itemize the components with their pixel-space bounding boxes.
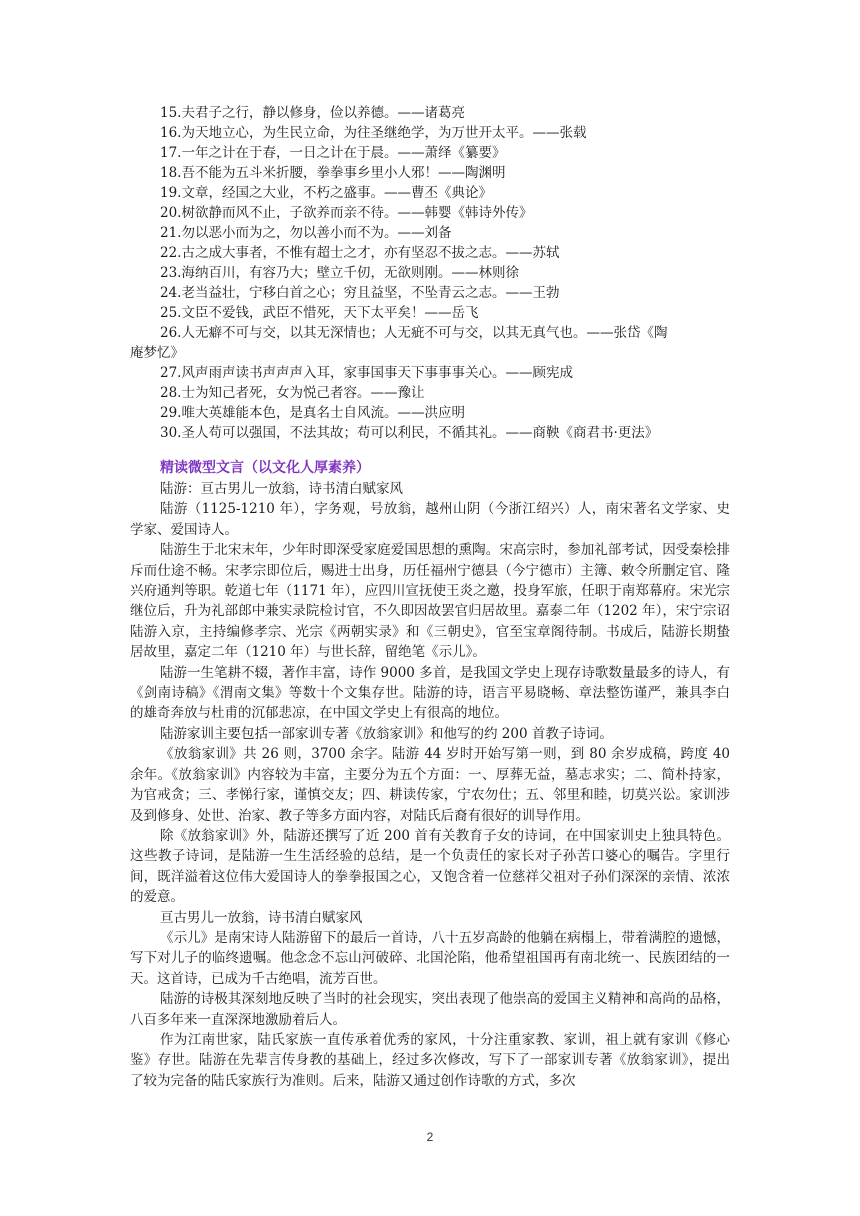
quote-26-line2: 庵梦忆》 [130,345,184,361]
quote-29: 29.唯大英雄能本色，是真名士自风流。——洪应明 [160,405,465,421]
quote-22: 22.古之成大事者，不惟有超士之才，亦有坚忍不拔之志。——苏轼 [160,245,560,261]
paragraph: 陆游家训主要包括一部家训专著《放翁家训》和他写的约 200 首教子诗词。 [160,725,613,742]
paragraph: 陆游生于北宋末年，少年时即深受家庭爱国思想的熏陶。宋高宗时，参加礼部考试，因受秦桧排斥而仕途不畅。宋孝宗即位后，赐进士出身，历任福州宁德县（今宁德市）主簿、敕令所删定官、隆兴府通判等职。乾道七年（1171 年），应四川宣抚使王炎之邀，投身军旅，任职于南郑幕府。宋光宗继位后，升为礼部郎中兼实录院检讨官，不久即因故罢官归居故里。嘉泰二年（1202 年），宋宁宗诏陆游入京，主持编修孝宗、光宗《两朝实录》和《三朝史》，官至宝章阁待制。书成后，陆游长期蛰居故里，嘉定二年（1210 年）与世长辞，留绝笔《示儿》。 [130,542,730,661]
paragraph: 《放翁家训》共 26 则，3700 余字。陆游 44 岁时开始写第一则，到 80 余岁成稿，跨度 40 余年。《放翁家训》内容较为丰富，主要分为五个方面：一、厚葬无益，墓志求实；二、简朴持家，为官戒贪；三、孝悌行家，谨慎交友；四、耕读传家，宁农勿仕；五、邻里和睦，切莫兴讼。家训涉及到修身、处世、治家、教子等多方面内容，对陆氏后裔有很好的训导作用。 [130,746,730,824]
quote-27: 27.风声雨声读书声声声入耳，家事国事天下事事事关心。——顾宪成 [160,365,573,381]
quote-28: 28.士为知己者死，女为悦己者容。——豫让 [160,385,425,401]
quote-list [130,103,750,443]
paragraph: 陆游一生笔耕不辍，著作丰富，诗作 9000 多首，是我国文学史上现存诗歌数量最多的诗人，有《剑南诗稿》《渭南文集》等数十个文集存世。陆游的诗，语言平易晓畅、章法整饬谨严，兼具李白的雄奇奔放与杜甫的沉郁悲凉，在中国文学史上有很高的地位。 [130,664,730,722]
quote-20: 20.树欲静而风不止，子欲养而亲不待。——韩婴《韩诗外传》 [160,205,533,221]
paragraph: 陆游的诗极其深刻地反映了当时的社会现实，突出表现了他崇高的爱国主义精神和高尚的品格，八百多年来一直深深地激励着后人。 [130,991,730,1028]
quote-19: 19.文章，经国之大业，不朽之盛事。——曹丕《典论》 [160,185,492,201]
quote-16: 16.为天地立心，为生民立命，为往圣继绝学，为万世开太平。——张载 [160,125,587,141]
paragraph: 除《放翁家训》外，陆游还撰写了近 200 首有关教育子女的诗词，在中国家训史上独具特色。这些教子诗词，是陆游一生生活经验的总结，是一个负责任的家长对子孙苦口婆心的嘱告。字里行间，既洋溢着这位伟大爱国诗人的拳拳报国之心，又饱含着一位慈祥父祖对子孙们深深的亲情、浓浓的爱意。 [130,827,730,906]
quote-26-line1: 26.人无癖不可与交，以其无深情也；人无疵不可与交，以其无真气也。——张岱《陶 [160,325,668,341]
quote-23: 23.海纳百川，有容乃大；壁立千仞，无欲则刚。——林则徐 [160,265,519,281]
paragraph: 《示儿》是南宋诗人陆游留下的最后一首诗，八十五岁高龄的他躺在病榻上，带着满腔的遗憾，写下对儿子的临终遗嘱。他念念不忘山河破碎、北国沦陷，他希望祖国再有南北统一、民族团结的一天。这首诗，已成为千古绝唱，流芳百世。 [130,929,730,987]
article-body [130,479,730,1091]
quote-21: 21.勿以恶小而为之，勿以善小而不为。——刘备 [160,225,452,241]
quote-24: 24.老当益壮，宁移白首之心；穷且益坚，不坠青云之志。——王勃 [160,285,560,301]
quote-17: 17.一年之计在于春，一日之计在于晨。——萧绎《纂要》 [160,145,506,161]
paragraph: 作为江南世家，陆氏家族一直传承着优秀的家风，十分注重家教、家训，祖上就有家训《修心鉴》存世。陆游在先辈言传身教的基础上，经过多次修改，写下了一部家训专著《放翁家训》，提出了较为完备的陆氏家族行为准则。后来，陆游又通过创作诗歌的方式，多次 [130,1031,730,1089]
section-heading: 精读微型文言（以文化人厚素养） [160,460,370,476]
quote-30: 30.圣人苟可以强国，不法其故；苟可以利民，不循其礼。——商鞅《商君书·更法》 [160,425,659,441]
page-number: 2 [426,1130,434,1144]
paragraph: 陆游（1125-1210 年），字务观，号放翁，越州山阴（今浙江绍兴）人，南宋著名文学家、史学家、爱国诗人。 [130,501,730,538]
quote-18: 18.吾不能为五斗米折腰，拳拳事乡里小人邪！——陶渊明 [160,165,506,181]
paragraph-subtitle: 亘古男儿一放翁，诗书清白赋家风 [160,909,363,926]
quote-15: 15.夫君子之行，静以修身，俭以养德。——诸葛亮 [160,105,465,121]
paragraph-subtitle: 陆游：亘古男儿一放翁，诗书清白赋家风 [160,481,403,497]
quote-25: 25.文臣不爱钱，武臣不惜死，天下太平矣！——岳飞 [160,305,479,321]
